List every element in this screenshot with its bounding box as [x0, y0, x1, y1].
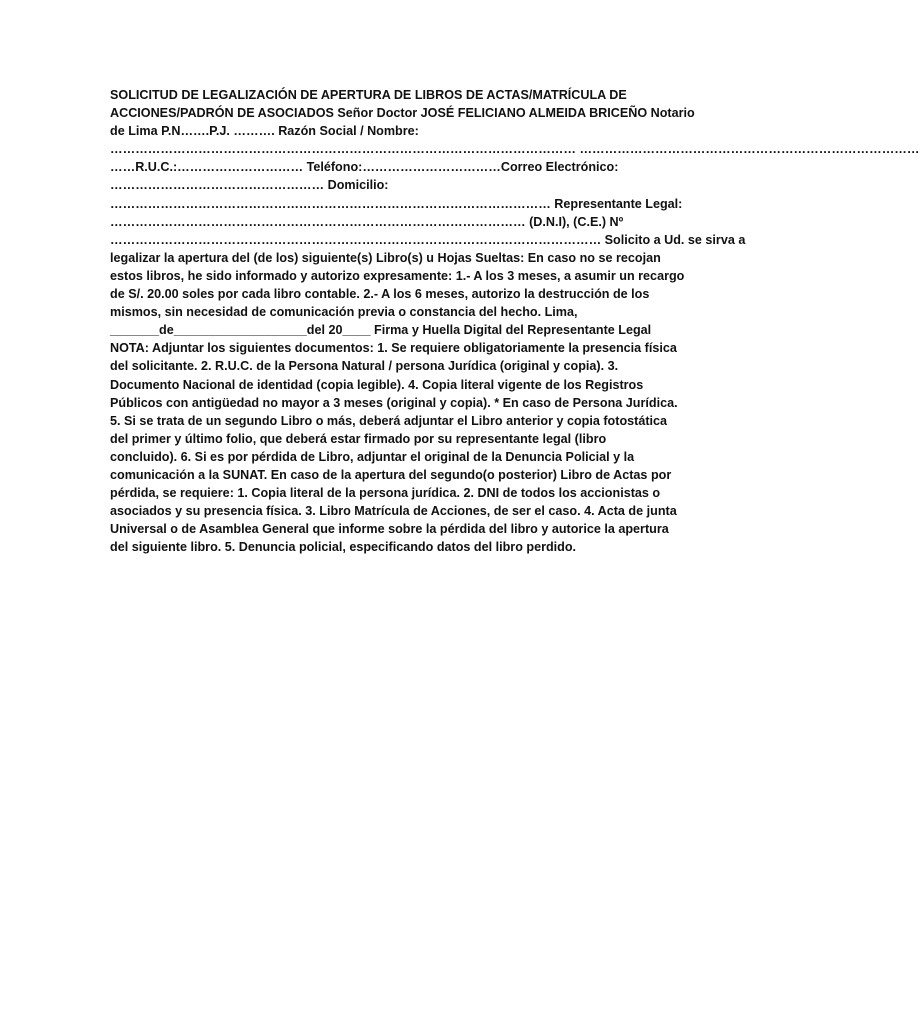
document-line: ……………………………………………………………………………………………………… Solicito a Ud. se sirva a — [110, 232, 746, 247]
document-line: ACCIONES/PADRÓN DE ASOCIADOS Señor Doctor JOSÉ FELICIANO ALMEIDA BRICEÑO Notario — [110, 106, 695, 121]
document-line: ……R.U.C.:………………………… Teléfono:……………………………Correo Electrónico: — [110, 160, 619, 175]
document-line: SOLICITUD DE LEGALIZACIÓN DE APERTURA DE LIBROS DE ACTAS/MATRÍCULA DE — [110, 88, 627, 102]
document-line: Universal o de Asamblea General que informe sobre la pérdida del libro y autorice la apertura — [110, 522, 669, 537]
document-line: …………………………………………… Domicilio: — [110, 178, 389, 193]
document-line: ………………………………………………………………………………………………… ……………………………………………………………………… — [110, 142, 920, 157]
document-line: pérdida, se requiere: 1. Copia literal de la persona jurídica. 2. DNI de todos los accionistas o — [110, 486, 661, 501]
document-line: ……………………………………………………………………………………… (D.N.I), (C.E.) Nº — [110, 214, 624, 229]
document-line: de Lima P.N…….P.J. ………. Razón Social / Nombre: — [110, 124, 419, 139]
document-line: del siguiente libro. 5. Denuncia policial, especificando datos del libro perdido. — [110, 540, 577, 555]
document-line: NOTA: Adjuntar los siguientes documentos: 1. Se requiere obligatoriamente la presencia física — [110, 341, 677, 356]
document-line: estos libros, he sido informado y autorizo expresamente: 1.- A los 3 meses, a asumir un recargo — [110, 268, 685, 283]
document-line: …………………………………………………………………………………………… Representante Legal: — [110, 196, 683, 211]
document-line: 5. Si se trata de un segundo Libro o más, deberá adjuntar el Libro anterior y copia fotostática — [110, 413, 668, 428]
document-line: Documento Nacional de identidad (copia legible). 4. Copia literal vigente de los Registros — [110, 377, 644, 392]
document-line: legalizar la apertura del (de los) siguiente(s) Libro(s) u Hojas Sueltas: En caso no se recojan — [110, 250, 661, 265]
document-line: de S/. 20.00 soles por cada libro contable. 2.- A los 6 meses, autorizo la destrucción de los — [110, 287, 650, 302]
document-line: asociados y su presencia física. 3. Libro Matrícula de Acciones, de ser el caso. 4. Acta de junta — [110, 504, 677, 519]
document-line: mismos, sin necesidad de comunicación previa o constancia del hecho. Lima, — [110, 305, 578, 320]
document-line: del solicitante. 2. R.U.C. de la Persona Natural / persona Jurídica (original y copia). 3. — [110, 359, 619, 374]
document-line: del primer y último folio, que deberá estar firmado por su representante legal (libro — [110, 431, 607, 446]
document-body — [110, 86, 920, 556]
document-line: _______de___________________del 20____ Firma y Huella Digital del Representante Legal — [110, 323, 652, 338]
document-line: Públicos con antigüedad no mayor a 3 meses (original y copia). * En caso de Persona Jurídica. — [110, 395, 678, 410]
document-line: concluido). 6. Si es por pérdida de Libro, adjuntar el original de la Denuncia Policial y la — [110, 449, 635, 464]
document-line: comunicación a la SUNAT. En caso de la apertura del segundo(o posterior) Libro de Actas por — [110, 467, 672, 482]
